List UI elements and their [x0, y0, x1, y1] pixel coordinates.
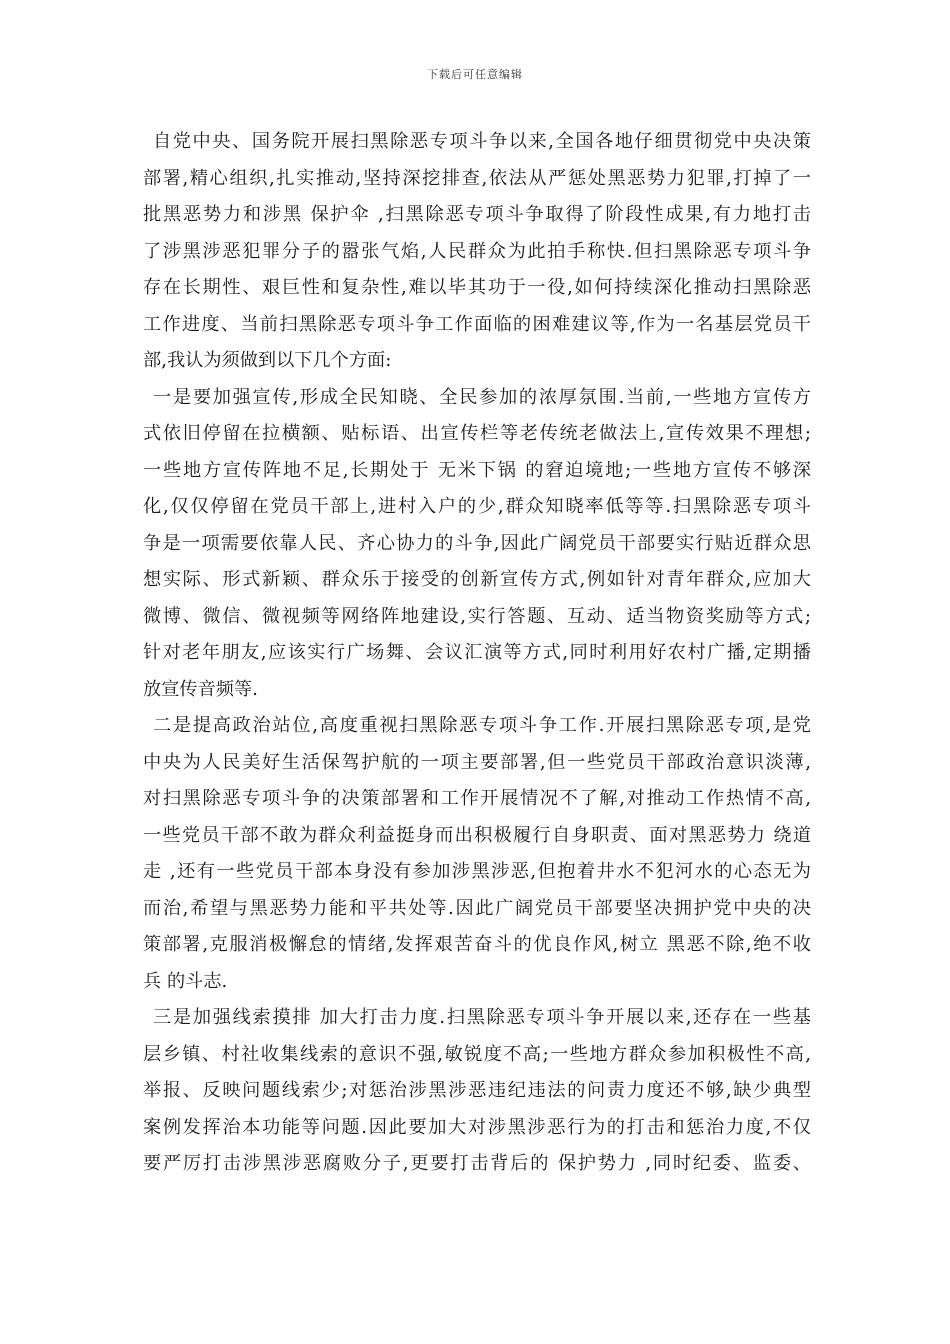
- text-line: 层乡镇、村社收集线索的意识不强,敏锐度不高;一些地方群众参加积极性不高,: [143, 1043, 811, 1065]
- paragraph-point-one: [143, 380, 811, 709]
- text-line: 式依旧停留在拉横额、贴标语、出宣传栏等老传统老做法上,宣传效果不理想;: [143, 423, 811, 444]
- paragraph-intro: [143, 124, 811, 380]
- text-line: 兵 的斗志.: [143, 970, 228, 992]
- text-line: 工作进度、当前扫黑除恶专项斗争工作面临的困难建议等,作为一名基层党员干: [143, 313, 811, 335]
- text-line: 化,仅仅停留在党员干部上,进村入户的少,群众知晓率低等等.扫黑除恶专项斗: [143, 496, 811, 517]
- text-line: 针对老年朋友,应该实行广场舞、会议汇演等方式,同时利用好农村广播,定期播: [143, 642, 811, 663]
- text-line: 走 ,还有一些党员干部本身没有参加涉黑涉恶,但抱着井水不犯河水的心态无为: [143, 861, 811, 882]
- text-line: 对扫黑除恶专项斗争的决策部署和工作开展情况不了解,对推动工作热情不高,: [143, 788, 811, 809]
- text-line: 要严厉打击涉黑涉恶腐败分子,更要打击背后的 保护势力 ,同时纪委、监委、: [143, 1153, 811, 1174]
- text-line: 微博、微信、微视频等网络阵地建设,实行答题、互动、适当物资奖励等方式;: [143, 605, 811, 627]
- text-line: 部,我认为须做到以下几个方面:: [143, 350, 392, 371]
- text-line: 三是加强线索摸排 加大打击力度.扫黑除恶专项斗争开展以来,还存在一些基: [153, 1007, 811, 1028]
- text-line: 了涉黑涉恶犯罪分子的嚣张气焰,人民群众为此拍手称快.但扫黑除恶专项斗争: [143, 240, 811, 262]
- text-line: 想实际、形式新颖、群众乐于接受的创新宣传方式,例如针对青年群众,应加大: [143, 569, 811, 590]
- document-body: [143, 124, 811, 1183]
- text-line: 策部署,克服消极懈怠的情绪,发挥艰苦奋斗的优良作风,树立 黑恶不除,绝不收: [143, 934, 811, 955]
- text-line: 存在长期性、艰巨性和复杂性,难以毕其功于一役,如何持续深化推动扫黑除恶: [143, 277, 811, 298]
- text-line: 一是要加强宣传,形成全民知晓、全民参加的浓厚氛围.当前,一些地方宣传方: [153, 386, 811, 408]
- text-line: 而治,希望与黑恶势力能和平共处等.因此广阔党员干部要坚决拥护党中央的决: [143, 897, 811, 919]
- text-line: 放宣传音频等.: [143, 678, 258, 700]
- text-line: 一些党员干部不敢为群众利益挺身而出积极履行自身职责、面对黑恶势力 绕道: [143, 824, 811, 846]
- text-line: 一些地方宣传阵地不足,长期处于 无米下锅 的窘迫境地;一些地方宣传不够深: [143, 459, 811, 481]
- header-note: 下载后可任意编辑: [427, 68, 523, 81]
- text-line: 二是提高政治站位,高度重视扫黑除恶专项斗争工作.开展扫黑除恶专项,是党: [153, 715, 811, 736]
- text-line: 举报、反映问题线索少;对惩治涉黑涉恶违纪违法的问责力度还不够,缺少典型: [143, 1080, 811, 1101]
- text-line: 批黑恶势力和涉黑 保护伞 ,扫黑除恶专项斗争取得了阶段性成果,有力地打击: [143, 204, 811, 225]
- text-line: 案例发挥治本功能等问题.因此要加大对涉黑涉恶行为的打击和惩治力度,不仅: [143, 1116, 811, 1138]
- text-line: 部署,精心组织,扎实推动,坚持深挖排查,依法从严惩处黑恶势力犯罪,打掉了一: [143, 167, 811, 189]
- text-line: 自党中央、国务院开展扫黑除恶专项斗争以来,全国各地仔细贯彻党中央决策: [153, 131, 811, 152]
- paragraph-point-three: [143, 1000, 811, 1183]
- text-line: 中央为人民美好生活保驾护航的一项主要部署,但一些党员干部政治意识淡薄,: [143, 751, 811, 773]
- paragraph-point-two: [143, 708, 811, 1000]
- text-line: 争是一项需要依靠人民、齐心协力的斗争,因此广阔党员干部要实行贴近群众思: [143, 532, 811, 554]
